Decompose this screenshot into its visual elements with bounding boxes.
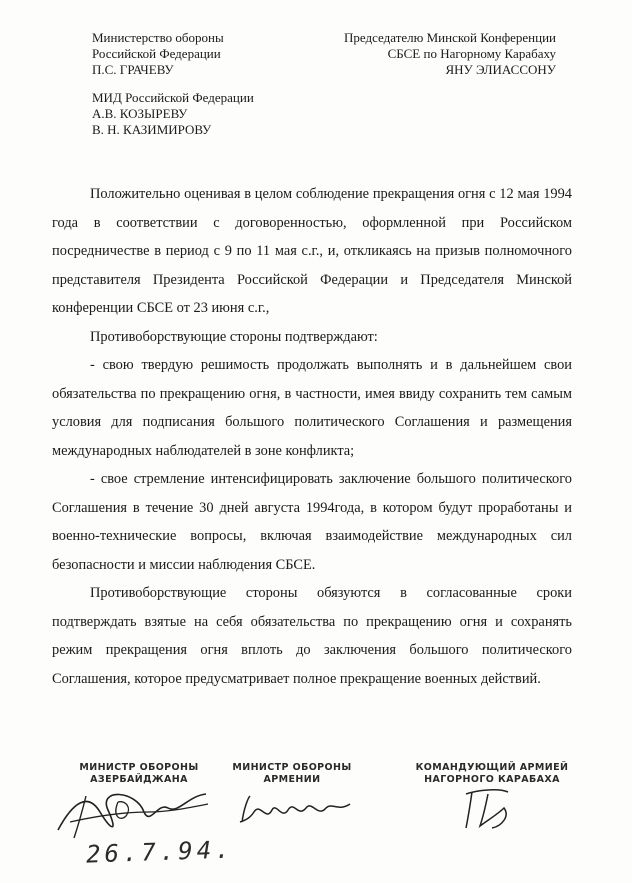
paragraph-confirm: Противоборствующие стороны подтверждают: — [90, 328, 378, 345]
addressee-ministry-foreign — [92, 90, 254, 138]
signatory-country: НАГОРНОГО КАРАБАХА — [424, 774, 560, 785]
signatory-karabakh — [408, 762, 576, 786]
addressee-line: Министерство обороны — [92, 30, 224, 45]
signatory-armenia — [222, 762, 362, 786]
handwritten-date: 26.7.94. — [85, 835, 235, 869]
paragraph-preamble: Положительно оценивая в целом соблюдение прекращения огня с 12 мая 1994 года в соответствии с договоренностью, оформленной при Российском посредничестве в период с 9 по 11 мая с.г., и, откликаясь на призыв полномочного представителя Президента Российской Федерации и Председателя Минской конференции СБСЕ от 23 июня с.г., — [52, 186, 572, 316]
addressee-ministry-defense — [92, 30, 224, 78]
signature-karabakh-image — [458, 786, 518, 832]
addressee-line: Российской Федерации — [92, 46, 221, 61]
addressee-line: СБСЕ по Нагорному Карабаху — [387, 46, 556, 61]
addressee-line: Председателю Минской Конференции — [344, 30, 556, 45]
document-body — [52, 180, 572, 693]
addressee-name: В. Н. КАЗИМИРОВУ — [92, 122, 212, 137]
addressee-minsk-chairman — [336, 30, 556, 78]
signature-armenia-image — [236, 792, 356, 830]
signatory-country: АЗЕРБАЙДЖАНА — [90, 774, 188, 785]
signatory-title: КОМАНДУЮЩИЙ АРМИЕЙ — [415, 762, 569, 773]
list-item-determination: - свою твердую решимость продолжать выполнять и в дальнейшем свои обязательства по прекращению огня, в частности, имея ввиду сохранить тем самым условия для подписания большого политического Соглашения и размещения международных наблюдателей в зоне конфликта; — [52, 357, 572, 459]
signatory-title: МИНИСТР ОБОРОНЫ — [232, 762, 352, 773]
addressee-line: МИД Российской Федерации — [92, 90, 254, 105]
signatory-country: АРМЕНИИ — [263, 774, 321, 785]
addressee-name: А.В. КОЗЫРЕВУ — [92, 106, 188, 121]
signatory-title: МИНИСТР ОБОРОНЫ — [79, 762, 199, 773]
addressee-name: ЯНУ ЭЛИАССОНУ — [445, 62, 556, 77]
list-item-agreement: - свое стремление интенсифицировать заключение большого политического Соглашения в течение 30 дней августа 1994года, в котором будут проработаны и военно-технические вопросы, включая взаимодействие международных сил безопасности и миссии наблюдения СБСЕ. — [52, 471, 572, 573]
signature-azerbaijan-image — [48, 782, 218, 842]
paragraph-obligations: Противоборствующие стороны обязуются в согласованные сроки подтверждать взятые на себя обязательства по прекращению огня и сохранять режим прекращения огня вплоть до заключения большого политического Соглашения, которое предусматривает полное прекращение военных действий. — [52, 585, 572, 687]
addressee-name: П.С. ГРАЧЕВУ — [92, 62, 174, 77]
